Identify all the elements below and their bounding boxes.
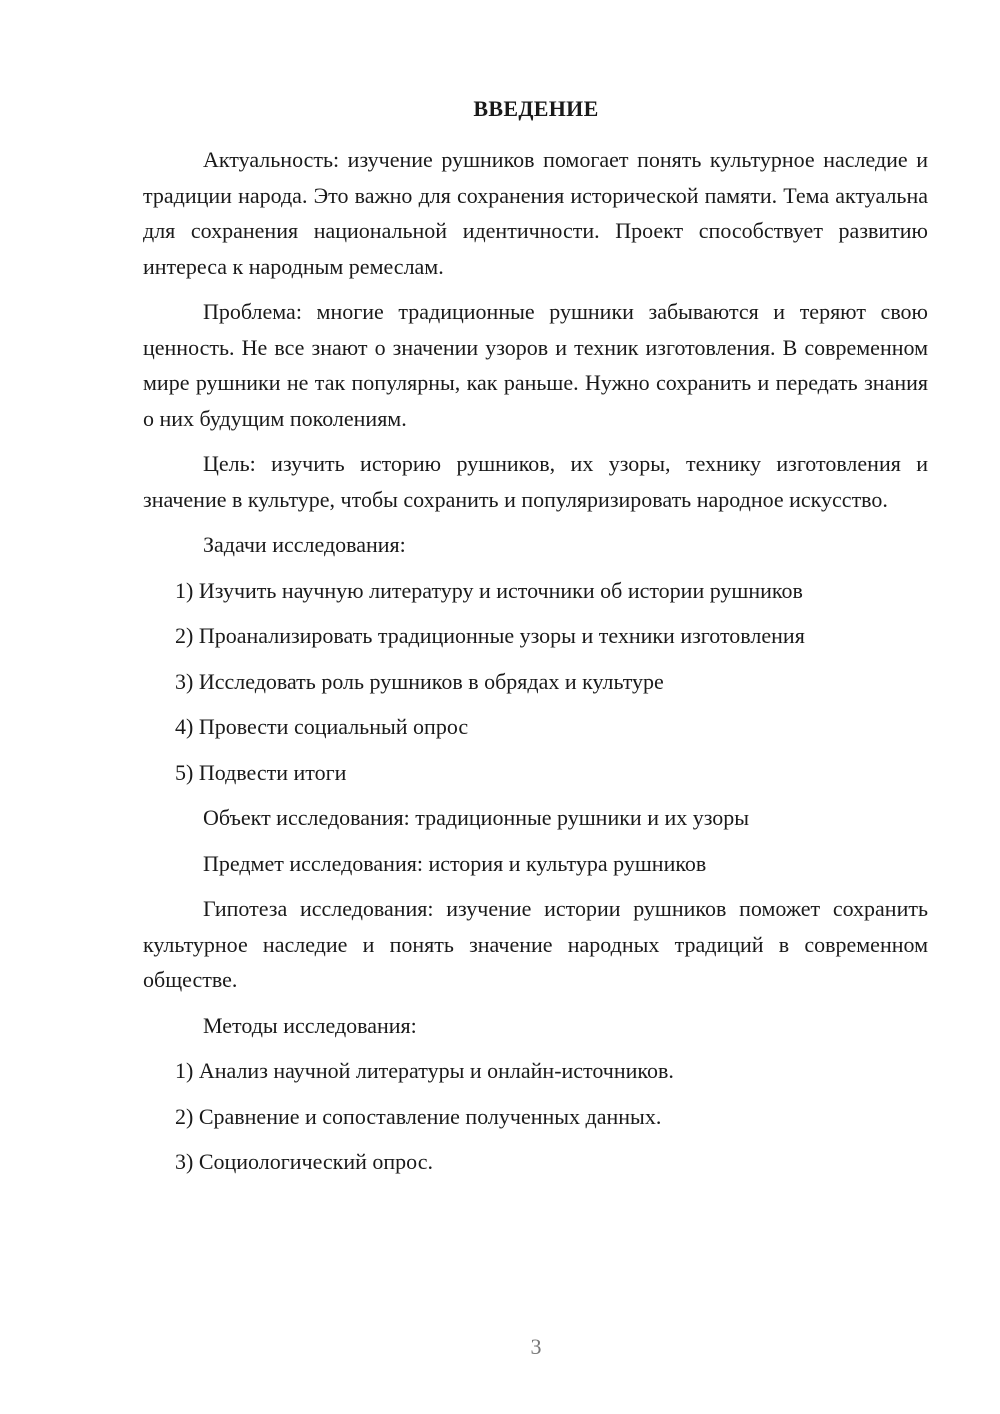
relevance-paragraph: Актуальность: изучение рушников помогает понять культурное наследие и традиции народа. Это важно для сохранения исторической памяти. Тема актуальна для сохранения национальной идентичности. Проект способствует развитию интереса к народным ремеслам. xyxy=(143,147,928,279)
task-item: 1) Изучить научную литературу и источники об истории рушников xyxy=(175,577,803,603)
method-item: 1) Анализ научной литературы и онлайн-источников. xyxy=(175,1058,674,1083)
methods-list xyxy=(143,1053,928,1180)
method-item: 3) Социологический опрос. xyxy=(175,1149,433,1174)
tasks-heading: Задачи исследования: xyxy=(203,532,406,557)
task-item: 5) Подвести итоги xyxy=(175,759,347,785)
task-item: 4) Провести социальный опрос xyxy=(175,714,469,739)
task-item: 3) Исследовать роль рушников в обрядах и культуре xyxy=(175,668,664,694)
tasks-list xyxy=(143,573,928,791)
problem-paragraph: Проблема: многие традиционные рушники забываются и теряют свою ценность. Не все знают о значении узоров и техник изготовления. В современном мире рушники не так популярны, как раньше. Нужно сохранить и передать знания о них будущим поколениям. xyxy=(143,299,928,431)
methods-heading: Методы исследования: xyxy=(203,1012,417,1038)
goal-paragraph: Цель: изучить историю рушников, их узоры, технику изготовления и значение в культуре, чтобы сохранить и популяризировать народное искусство. xyxy=(143,451,928,512)
document-body xyxy=(143,142,928,1190)
page-number: 3 xyxy=(530,1334,542,1359)
subject-paragraph: Предмет исследования: история и культура рушников xyxy=(203,850,707,876)
page-title: ВВЕДЕНИЕ xyxy=(473,96,599,121)
object-paragraph: Объект исследования: традиционные рушники и их узоры xyxy=(203,805,750,830)
method-item: 2) Сравнение и сопоставление полученных данных. xyxy=(175,1103,662,1129)
hypothesis-paragraph: Гипотеза исследования: изучение истории рушников поможет сохранить культурное наследие и понять значение народных традиций в современном обществе. xyxy=(143,896,928,992)
task-item: 2) Проанализировать традиционные узоры и техники изготовления xyxy=(175,623,805,648)
